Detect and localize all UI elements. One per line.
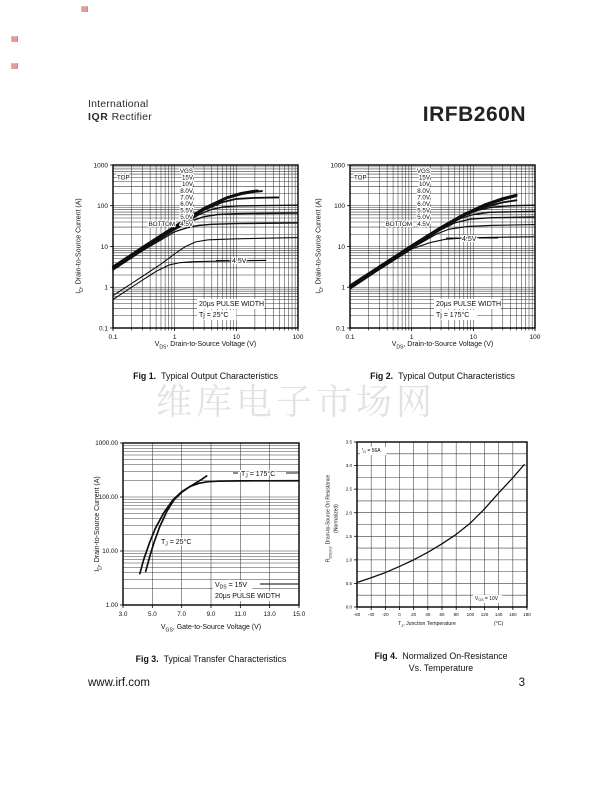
svg-text:20: 20 [411,612,417,617]
svg-text:5.0: 5.0 [147,610,157,618]
logo-line1: International [88,98,149,110]
fig4-caption [331,651,551,674]
svg-text:BOTTOM: BOTTOM [148,220,175,228]
svg-text:100.00: 100.00 [98,494,118,502]
svg-text:0: 0 [398,612,401,617]
fig4-y-axis-label-line2: (Normalized) [333,504,340,533]
svg-text:0.1: 0.1 [345,334,355,341]
fig4-y-axis-label-line1: $R_{DS(on)}$, Drain-to-Source On Resistance [325,474,333,563]
ior-mark: IQR [88,111,109,123]
fig3-caption-number: Fig 3. [135,654,159,664]
svg-text:5.0V: 5.0V [417,214,430,222]
svg-text:160: 160 [509,612,517,617]
svg-text:1.00: 1.00 [105,602,118,610]
svg-text:Tj = 175°C: Tj = 175°C [436,312,470,319]
fig1-x-axis-label: $V_{DS}$, Drain-to-Source Voltage (V) [154,341,257,351]
fig3-caption [93,654,329,666]
logo-rectifier: Rectifier [108,111,152,123]
svg-text:-60: -60 [353,612,361,617]
svg-text:180: 180 [523,612,531,617]
svg-text:15.0: 15.0 [292,610,306,618]
svg-text:13.0: 13.0 [263,610,276,618]
svg-text:9.0: 9.0 [206,610,216,618]
svg-text:1.0: 1.0 [345,557,352,563]
svg-text:100: 100 [292,334,304,341]
fig4-y-axis-label [326,434,339,604]
fig3-y-axis-label: $I_D$, Drain-to-Source Current (A) [94,476,104,572]
svg-text:TOP: TOP [354,174,367,182]
fig4-caption-line2: Vs. Temperature [408,662,474,673]
svg-text:1000.00: 1000.00 [95,440,118,448]
fig3-x-axis-label: $V_{GS}$, Gate-to-Source Voltage (V) [160,624,262,634]
svg-text:120: 120 [480,612,489,617]
svg-text:Tj = 25°C: Tj = 25°C [199,312,229,319]
stray-red-mark: ▤ [11,61,19,70]
stray-red-mark: ▤ [81,4,89,13]
watermark-text: 维库电子市场网 [156,381,437,422]
svg-text:VGS: VGS [416,168,430,175]
svg-text:6.0V: 6.0V [180,201,193,208]
fig2-x-axis-label: $V_{DS}$, Drain-to-Source Voltage (V) [391,341,494,351]
fig1-y-axis-label: $I_D$, Drain-to-Source Current (A) [75,198,85,294]
svg-text:10V: 10V [418,181,430,189]
svg-text:TOP: TOP [117,174,130,182]
svg-text:20µs PULSE WIDTH: 20µs PULSE WIDTH [436,301,502,308]
logo-line2 [88,111,152,124]
fig1-output-characteristics-chart [68,153,326,352]
svg-text:100: 100 [466,612,475,617]
svg-text:7.0V: 7.0V [180,194,193,202]
svg-text:10: 10 [337,243,345,251]
svg-text:15V: 15V [181,174,193,182]
svg-text:1: 1 [172,334,177,341]
svg-text:11.0: 11.0 [234,610,247,618]
svg-text:1.5: 1.5 [345,533,352,539]
stray-red-mark: ▤ [11,34,19,43]
fig2-y-axis-label: $I_D$, Drain-to-Source Current (A) [315,198,325,294]
svg-text:VGS​ = 10V: $V_{GS} = 10V$ [475,596,499,603]
svg-text:20µs PULSE WIDTH: 20µs PULSE WIDTH [215,593,281,600]
svg-text:BOTTOM: BOTTOM [385,220,412,228]
svg-text:60: 60 [439,612,445,617]
svg-text:10: 10 [232,334,240,341]
svg-text:2.0: 2.0 [345,510,352,516]
svg-text:100: 100 [334,203,345,211]
fig4-caption-text: Normalized On-Resistance [402,651,508,661]
fig4-caption-line1 [331,651,551,663]
svg-text:0.1: 0.1 [335,325,345,333]
svg-text:0.5: 0.5 [345,581,352,586]
fig1-caption-text: Typical Output Characteristics [161,371,278,381]
svg-text:4.5V: 4.5V [180,220,193,228]
svg-text:1: 1 [104,284,108,292]
svg-text:3.5: 3.5 [345,439,352,445]
svg-text:3.0: 3.0 [345,463,352,469]
fig3-caption-text: Typical Transfer Characteristics [163,654,287,664]
fig2-caption-text: Typical Output Characteristics [398,371,515,381]
svg-text:15V: 15V [418,174,430,182]
fig3-transfer-characteristics-chart [78,431,327,629]
svg-text:100: 100 [529,334,541,341]
svg-text:4.5V: 4.5V [417,220,430,228]
svg-text:4.5V: 4.5V [462,236,477,243]
svg-text:5.5V: 5.5V [180,207,193,215]
svg-text:100: 100 [97,203,108,211]
svg-text:-40: -40 [367,612,375,617]
svg-text:0.1: 0.1 [98,325,108,333]
svg-text:TJ​ = 175°C: $T_J = 175^\circ C$ [241,471,276,480]
svg-text:1000: 1000 [330,162,345,170]
svg-text:2.5: 2.5 [345,486,352,492]
svg-text:40: 40 [425,612,431,617]
svg-text:8.0V: 8.0V [417,187,430,195]
svg-text:10: 10 [469,334,477,341]
fig4-x-axis-label: $T_J$, Junction Temperature [398,621,456,629]
svg-text:1: 1 [341,284,345,292]
svg-text:4.5V: 4.5V [232,258,247,265]
svg-text:TJ​ = 25°C: $T_J = 25^\circ C$ [161,539,192,548]
svg-text:7.0V: 7.0V [417,194,430,202]
svg-text:3.0: 3.0 [118,610,128,618]
svg-text:20µs PULSE WIDTH: 20µs PULSE WIDTH [199,301,265,308]
fig1-caption-number: Fig 1. [133,371,157,381]
svg-text:10.00: 10.00 [102,548,118,556]
footer-website-link[interactable]: www.irf.com [88,677,150,689]
svg-text:-20: -20 [382,612,389,617]
svg-text:ID​ = 56A: $I_D = 56A$ [362,448,381,455]
svg-text:1000: 1000 [93,162,108,170]
svg-text:80: 80 [453,612,459,617]
fig4-caption-number: Fig 4. [374,651,398,661]
svg-text:5.0V: 5.0V [180,214,193,222]
svg-text:5.5V: 5.5V [417,207,430,215]
fig4-x-axis-unit: (°C) [494,621,504,627]
ir-logo [88,98,152,124]
svg-text:10V: 10V [181,181,193,189]
svg-text:140: 140 [494,612,503,617]
svg-text:8.0V: 8.0V [180,187,193,195]
svg-text:0.0: 0.0 [345,604,352,610]
fig2-output-characteristics-chart [305,153,563,352]
svg-text:0.1: 0.1 [108,334,118,341]
footer-page-number: 3 [518,677,525,689]
svg-text:VGS: VGS [179,168,193,175]
svg-text:7.0: 7.0 [177,610,187,618]
svg-text:1: 1 [409,334,414,341]
fig2-caption-number: Fig 2. [370,371,394,381]
part-number-title: IRFB260N [422,103,526,126]
fig4-on-resistance-chart [312,430,555,631]
svg-text:6.0V: 6.0V [417,201,430,208]
svg-text:10: 10 [100,243,108,251]
svg-text:VDS​ = 15V: $V_{DS} = 15V$ [215,582,248,591]
